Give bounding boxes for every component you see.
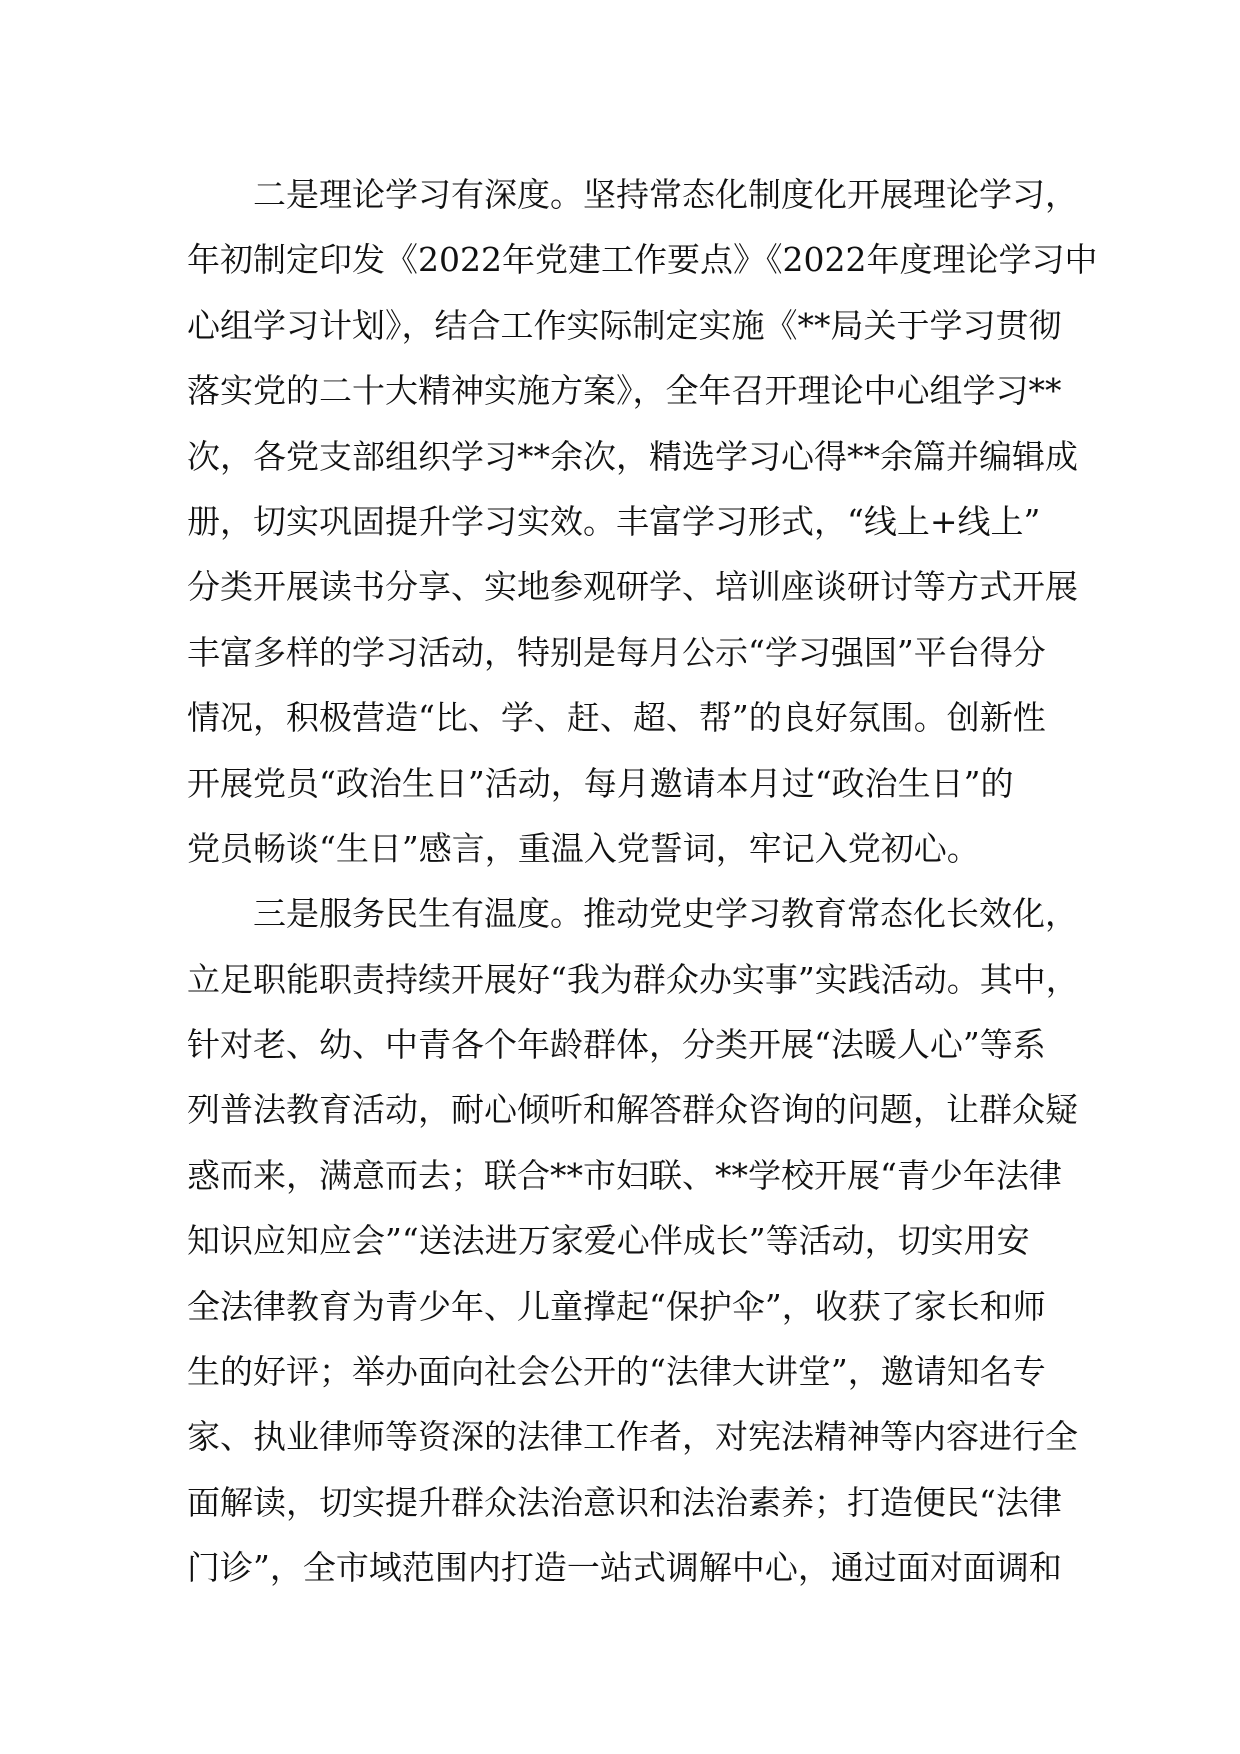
- text-line: 家、执业律师等资深的法律工作者，对宪法精神等内容进行全: [187, 1417, 1078, 1457]
- text-line: 年初制定印发《2022年党建工作要点》《2022年度理论学习中: [187, 240, 1098, 280]
- text-line: 面解读，切实提升群众法治意识和法治素养；打造便民“法律: [187, 1482, 1062, 1522]
- text-line: 生的好评；举办面向社会公开的“法律大讲堂”，邀请知名专: [187, 1352, 1046, 1392]
- text-line: 心组学习计划》，结合工作实际制定实施《**局关于学习贯彻: [187, 305, 1062, 345]
- text-line: 情况，积极营造“比、学、赶、超、帮”的良好氛围。创新性: [187, 698, 1046, 738]
- text-line: 三是服务民生有温度。推动党史学习教育常态化长效化，: [253, 894, 1078, 934]
- text-line: 开展党员“政治生日”活动，每月邀请本月过“政治生日”的: [187, 763, 1014, 803]
- text-line: 针对老、幼、中青各个年龄群体，分类开展“法暖人心”等系: [187, 1025, 1046, 1065]
- text-line: 列普法教育活动，耐心倾听和解答群众咨询的问题，让群众疑: [187, 1090, 1078, 1130]
- text-line: 惑而来，满意而去；联合**市妇联、**学校开展“青少年法律: [187, 1155, 1062, 1195]
- text-line: 门诊”，全市域范围内打造一站式调解中心，通过面对面调和: [187, 1548, 1062, 1588]
- text-line: 落实党的二十大精神实施方案》，全年召开理论中心组学习**: [187, 371, 1062, 411]
- paragraph-theory-study: [187, 162, 1098, 881]
- document-body: [187, 162, 1098, 1601]
- paragraph-public-service: [187, 881, 1079, 1600]
- text-line: 分类开展读书分享、实地参观研学、培训座谈研讨等方式开展: [187, 567, 1078, 607]
- text-line: 二是理论学习有深度。坚持常态化制度化开展理论学习，: [253, 175, 1078, 214]
- text-line: 册，切实巩固提升学习实效。丰富学习形式，“线上+线上”: [187, 501, 1041, 541]
- text-line: 立足职能职责持续开展好“我为群众办实事”实践活动。其中，: [187, 959, 1079, 999]
- text-line: 次，各党支部组织学习**余次，精选学习心得**余篇并编辑成: [187, 436, 1078, 476]
- text-line: 全法律教育为青少年、儿童撑起“保护伞”，收获了家长和师: [187, 1286, 1046, 1326]
- text-line: 党员畅谈“生日”感言，重温入党誓词，牢记入党初心。: [187, 828, 980, 868]
- text-line: 知识应知应会”“送法进万家爱心伴成长”等活动，切实用安: [187, 1221, 1030, 1261]
- text-line: 丰富多样的学习活动，特别是每月公示“学习强国”平台得分: [187, 632, 1046, 672]
